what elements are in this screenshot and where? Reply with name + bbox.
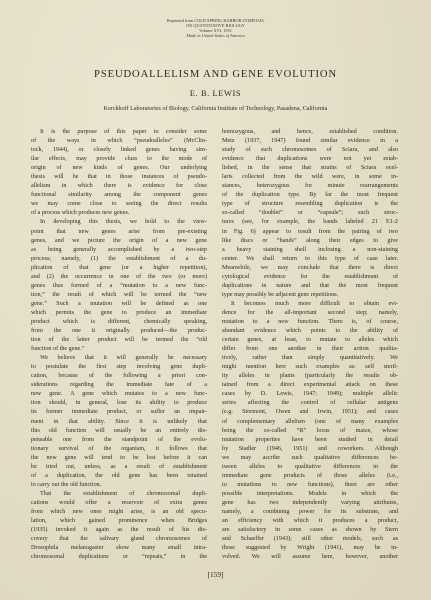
text-line: study of such chromosomes of Sciara, and also (222, 147, 398, 154)
text-line: ity alleles in plants (particularly the results ob- (222, 373, 398, 380)
text-line: new gene. A gene which mutates to a new func- (31, 391, 207, 398)
text-line: tock, 1944), or closely linked genes having sim- (31, 147, 207, 154)
text-line: (1935) invoked it again as the result of his dis- (31, 527, 207, 534)
text-line: so-called “doublet” or “capsule”; such struc- (222, 210, 398, 217)
author-affiliation: Kerckhoff Laboratories of Biology, California Institute of Technology, Pasadena, California (103, 106, 328, 112)
text-line: center. We shall return to this type of case later. (222, 255, 398, 262)
text-line: functional similarity among the component genes (31, 192, 207, 199)
text-line: from the one it originally produced—the produc- (31, 328, 207, 335)
text-line: tion should, in general, lose its ability to produce (31, 400, 207, 407)
text-line: type of structure resembling duplication is the (222, 201, 398, 208)
reprint-line: Volume XVI, 1951 (199, 28, 232, 33)
text-line: certain genes, at least, to mutate to alleles which (222, 337, 398, 344)
text-line: dence for the all-important second step; namely, (222, 309, 398, 316)
text-line: We believe that it will generally be necessary (40, 355, 207, 362)
text-line: gene has two independently varying attributes, (222, 499, 398, 506)
text-line: tion of the latter product will be termed the “old (31, 337, 207, 344)
text-line: of a process which produces new genes. (31, 210, 130, 217)
text-line: tained from a direct experimental attack on these (222, 382, 398, 389)
text-line: function of the gene.” (31, 346, 85, 353)
text-line: laris collected from the wild were, in some in- (222, 174, 398, 181)
reprint-line: Made in United States of America (186, 33, 245, 38)
text-line: type may possibly be adjacent gene repetitions. (222, 291, 339, 298)
text-line: genes thus formed of a “mutation to a new func- (31, 282, 207, 289)
text-line: mutation properties have been studied in detail (222, 436, 398, 443)
text-column-left (31, 128, 207, 562)
reprint-line: ON QUANTITATIVE BIOLOGY (186, 23, 245, 28)
text-line: ment in that ability. Since it is unlikely that (31, 418, 207, 425)
text-line: of a duplication, the old gene has been retained (31, 472, 207, 479)
text-line: be tried out, unless, as a result of establishment (31, 463, 207, 470)
text-line: point that new genes arise from pre-existing (31, 228, 207, 235)
text-line: tion,” the result of which will be termed the “new (31, 291, 207, 298)
text-line: Meanwhile, we may conclude that there is direct (222, 264, 398, 271)
text-line: we may ascribe such qualitative differences be- (222, 454, 398, 461)
text-line: (e.g. Stormont, Owen and Irwin, 1951); and cases (222, 409, 398, 416)
text-line: the new gene will tend to be lost before it can (31, 454, 207, 461)
text-line: covery that the salivary gland chromosomes of (31, 536, 207, 543)
text-line: stances, heterozygous for minute rearrangements (222, 183, 398, 190)
text-line: mutation to a new function. There is, of course, (222, 318, 398, 325)
text-line: origin of new kinds of genes. Our underlying (31, 165, 207, 172)
article-author: E. B. LEWIS (189, 89, 242, 98)
text-line: as being generally accomplished by a two-step (31, 246, 207, 253)
text-line: lished, in the sense that strains of Sciara ocel- (222, 165, 398, 172)
text-line: gene.” Such a mutation will be defined as one (31, 300, 207, 307)
text-line: of the ways in which “pseudoalleles” (McClin- (31, 138, 207, 145)
text-line: plication of that gene (or a higher repetition), (31, 264, 207, 271)
text-line: That the establishment of chromosomal dupli- (40, 490, 207, 497)
text-line: lation, which gained prominence when Bridges (31, 518, 207, 525)
text-line: allelism in which there is evidence for close (31, 183, 207, 190)
text-line: Drosophila melanogaster show many small intra- (31, 545, 207, 552)
text-line: Metz (1937, 1947) found similar evidence in a (222, 138, 398, 145)
reprint-notice (0, 18, 431, 38)
text-line: siderations regarding the immediate fate of a (31, 382, 207, 389)
text-line: which permits the gene to produce an immediate (31, 309, 207, 316)
text-line: and Schaeffer (1943); still other models, such as (222, 536, 398, 543)
text-line: by Stadler (1946, 1951) and coworkers. Although (222, 445, 398, 452)
text-line: immediate gene products of those alleles (i.e., (222, 472, 398, 479)
text-line: process; namely, (1) the establishment of a du- (31, 255, 207, 262)
text-line: being the so-called “R” locus of maize, whose (222, 427, 398, 434)
text-line: of the duplication type. By far the most frequent (222, 192, 398, 199)
text-line: It becomes much more difficult to obtain evi- (231, 300, 398, 307)
text-line: cytological evidence for the establishment of (222, 273, 398, 280)
text-line: tures (see, for example, the bands labeled 21 E1-2 (222, 219, 398, 226)
text-line: duplications in nature and that the most frequent (222, 282, 398, 289)
text-line: cases by D. Lewis, 1947; 1949); multiple allelic (222, 391, 398, 398)
page-number: [159] (207, 570, 224, 579)
text-line: ilar effects, may provide clues to the mode of (31, 156, 207, 163)
text-line: those suggested by Wright (1941), may be in- (222, 545, 398, 552)
text-line: tively, rather than simply quantitatively. We (222, 355, 398, 362)
text-line: possible interpretations. Models in which the (222, 490, 398, 497)
text-line: chromosomal duplications or “repeats,” in the (31, 554, 207, 561)
text-line: tween alleles to qualitative differences in the (222, 463, 398, 470)
reprint-line: Reprinted from COLD SPRING HARBOR SYMPOSIA (166, 18, 265, 23)
text-line: product which is different, chemically speaking, (31, 318, 207, 325)
text-line: this old function will usually be an entirely dis- (31, 427, 207, 434)
text-line: cation, because of the following a priori con- (31, 373, 207, 380)
text-line: might mention here such examples as: self steril- (222, 364, 398, 371)
text-line: homozygous, and hence, established condition. (222, 129, 398, 135)
text-line: its former immediate product, or suffer an impair- (31, 409, 207, 416)
text-line: are satisfactory in some cases as shown by Stern (222, 527, 398, 534)
text-column-right (222, 128, 398, 562)
text-line: an efficiency with which it produces a product, (222, 518, 398, 525)
text-line: from which new ones might arise, is an old specu- (31, 508, 207, 515)
text-line: differ from one another in their action qualita- (222, 346, 398, 353)
text-line: namely, a combining power for its substrate, and (222, 508, 398, 515)
text-line: abundant evidence which points to the ability of (222, 328, 398, 335)
text-line: pensable one from the standpoint of the evolu- (31, 436, 207, 443)
text-line: to carry out the old function. (31, 481, 102, 488)
text-line: It is the purpose of this paper to consider some (40, 129, 207, 135)
article-title: PSEUDOALLELISM AND GENE EVOLUTION (93, 69, 338, 80)
text-line: we may come close to seeing the direct results (31, 201, 207, 208)
text-line: tionary survival of the organism, it follows that (31, 445, 207, 452)
text-line: thesis will be that in those instances of pseudo- (31, 174, 207, 181)
text-line: genes, and we picture the origin of a new gene (31, 237, 207, 244)
text-line: volved. We will assume here, however, another (222, 554, 398, 561)
text-line: series affecting the control of cellular antigens (222, 400, 398, 407)
text-line: of complementary allelism (one of many examples (222, 418, 398, 425)
text-line: cations would offer a reservoir of extra genes (31, 499, 207, 506)
text-line: to postulate the first step involving gene dupli- (31, 364, 207, 371)
text-line: In developing this thesis, we hold to the view- (40, 219, 207, 226)
text-line: in Fig. 6) appear to result from the pairing of two (222, 228, 398, 235)
text-line: and (2) the occurrence in one of the two (or more) (31, 273, 207, 280)
text-line: like discs or “bands” along their edges to give (222, 237, 398, 244)
text-line: a heavy staining shell inclosing a non-staining (222, 246, 398, 253)
text-line: to mutations to new functions), there are other (222, 481, 398, 488)
text-line: evidence that duplications were not yet estab- (222, 156, 398, 163)
